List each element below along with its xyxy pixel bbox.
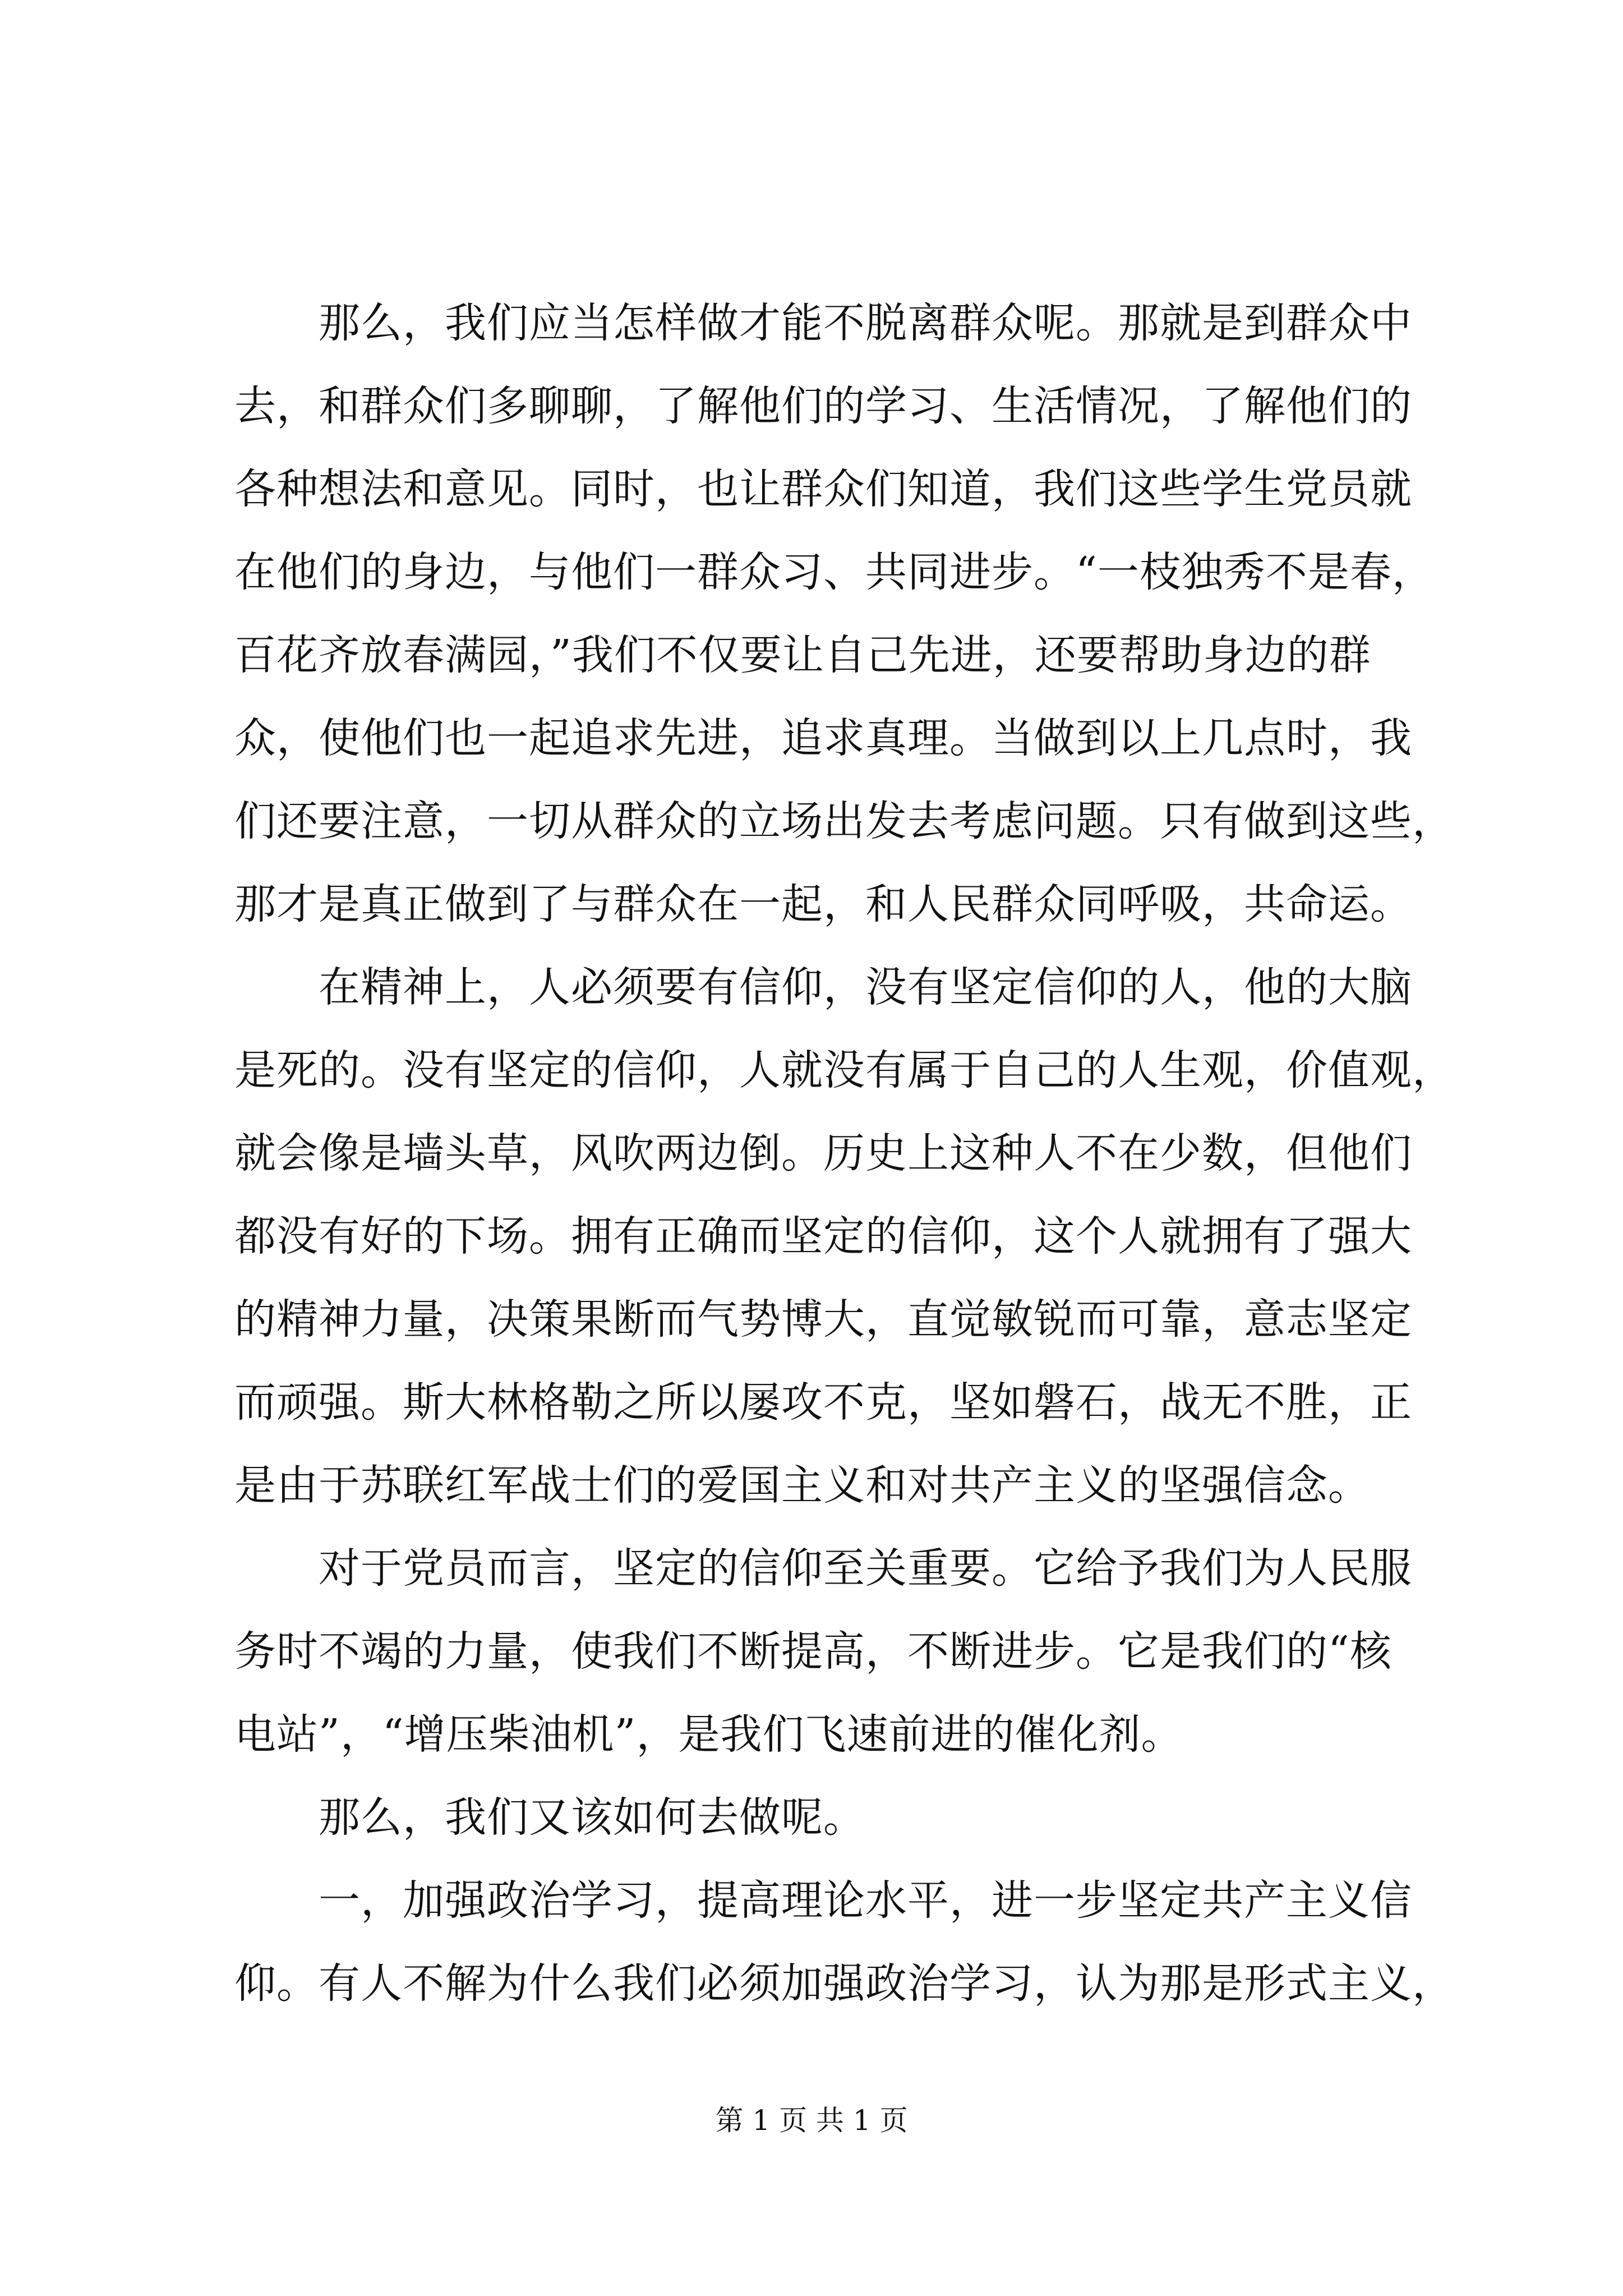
text-line: 那么，我们应当怎样做才能不脱离群众呢。那就是到群众中: [234, 299, 1412, 347]
text-line: 各种想法和意见。同时，也让群众们知道，我们这些学生党员就: [234, 465, 1412, 513]
text-line: 而顽强。斯大林格勒之所以屡攻不克，坚如磐石，战无不胜，正: [234, 1378, 1412, 1427]
text-line: 仰。有人不解为什么我们必须加强政治学习，认为那是形式主义，: [234, 1959, 1454, 2008]
text-line: 务时不竭的力量，使我们不断提高，不断进步。它是我们的“核: [234, 1627, 1392, 1676]
text-line: 电站”，“增压柴油机”，是我们飞速前进的催化剂。: [234, 1710, 1183, 1759]
page-number-footer: 第 1 页 共 1 页: [715, 2104, 908, 2137]
text-line: 是由于苏联红军战士们的爱国主义和对共产主义的坚强信念。: [234, 1461, 1370, 1510]
text-line: 众，使他们也一起追求先进，追求真理。当做到以上几点时，我: [234, 714, 1412, 762]
text-line: 去，和群众们多聊聊，了解他们的学习、生活情况，了解他们的: [234, 382, 1412, 430]
text-line: 一，加强政治学习，提高理论水平，进一步坚定共产主义信: [234, 1876, 1412, 1925]
text-line: 都没有好的下场。拥有正确而坚定的信仰，这个人就拥有了强大: [234, 1212, 1412, 1260]
text-line: 在他们的身边，与他们一群众习、共同进步。“一枝独秀不是春，: [234, 548, 1434, 596]
text-line: 的精神力量，决策果断而气势博大，直觉敏锐而可靠，意志坚定: [234, 1295, 1412, 1343]
text-line: 们还要注意，一切从群众的立场出发去考虑问题。只有做到这些，: [234, 797, 1454, 845]
text-line: 是死的。没有坚定的信仰，人就没有属于自己的人生观，价值观，: [234, 1046, 1454, 1094]
text-line: 就会像是墙头草，风吹两边倒。历史上这种人不在少数，但他们: [234, 1129, 1412, 1177]
text-line: 那才是真正做到了与群众在一起，和人民群众同呼吸，共命运。: [234, 880, 1412, 928]
text-line: 百花齐放春满园，”我们不仅要让自己先进，还要帮助身边的群: [234, 631, 1371, 679]
text-line: 对于党员而言，坚定的信仰至关重要。它给予我们为人民服: [234, 1544, 1412, 1593]
text-line: 那么，我们又该如何去做呢。: [234, 1793, 865, 1842]
text-line: 在精神上，人必须要有信仰，没有坚定信仰的人，他的大脑: [234, 963, 1412, 1011]
